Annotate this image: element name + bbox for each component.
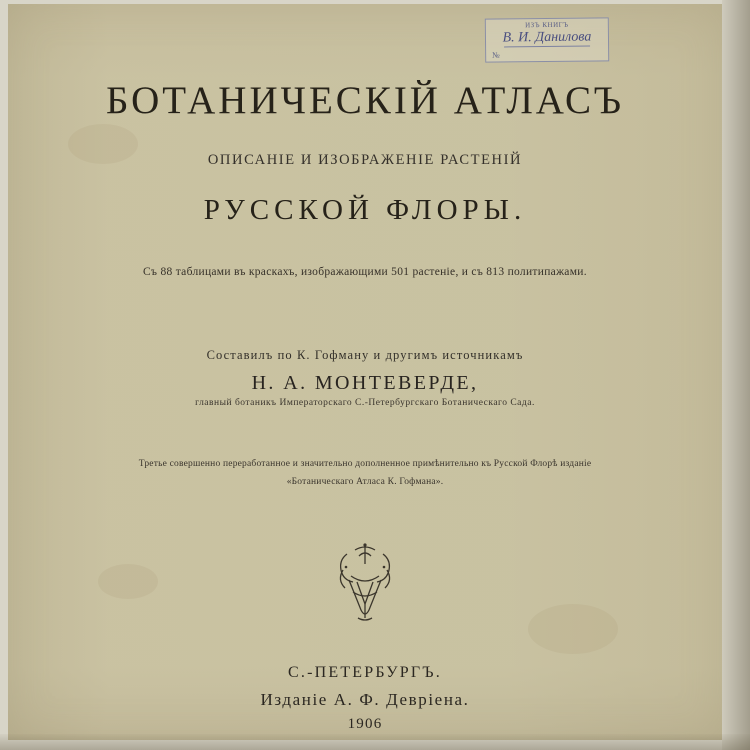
paper-sheet xyxy=(8,4,722,740)
stamp-line-3: № xyxy=(492,50,500,60)
subtitle: ОПИСАНIЕ И ИЗОБРАЖЕНIЕ РАСТЕНIЙ xyxy=(207,152,523,168)
stamp-line-2: В. И. Данилова xyxy=(502,29,592,46)
publisher-name: Изданiе А. Ф. Девріена. xyxy=(260,690,470,709)
page-title: БОТАНИЧЕСКIЙ АТЛАСЪ xyxy=(105,79,625,122)
secondary-title: РУССКОЙ ФЛОРЫ. xyxy=(203,194,527,226)
ownership-stamp xyxy=(485,17,609,62)
publication-year: 1906 xyxy=(347,716,383,732)
author-name: Н. А. МОНТЕВЕРДЕ, xyxy=(251,372,479,394)
plates-note: Съ 88 таблицами въ краскахъ, изображающими 501 растенiе, и съ 813 политипажами. xyxy=(143,266,587,278)
compiled-by-line: Составилъ по К. Гофману и другимъ источникамъ xyxy=(206,348,524,362)
edition-note-line-2: «Ботаническаго Атласа К. Гофмана». xyxy=(286,476,444,487)
page-bottom-shadow xyxy=(0,734,750,750)
stamp-line-1: ИЗЪ КНИГЪ xyxy=(525,20,569,30)
page-right-shadow xyxy=(722,0,750,750)
publisher-monogram-vignette xyxy=(8,534,722,626)
publisher-city: С.-ПЕТЕРБУРГЪ. xyxy=(288,664,442,681)
edition-note xyxy=(8,456,722,491)
author-title-line: главный ботаникъ Императорскаго С.-Петербургскаго Ботаническаго Сада. xyxy=(195,398,535,408)
monogram-icon xyxy=(325,536,405,624)
stamp-divider xyxy=(504,46,589,48)
title-page-content xyxy=(8,4,722,740)
edition-note-line-1: Третье совершенно переработанное и значительно дополненное примѣнительно къ Русской Флорѣ изданіе xyxy=(138,459,592,469)
